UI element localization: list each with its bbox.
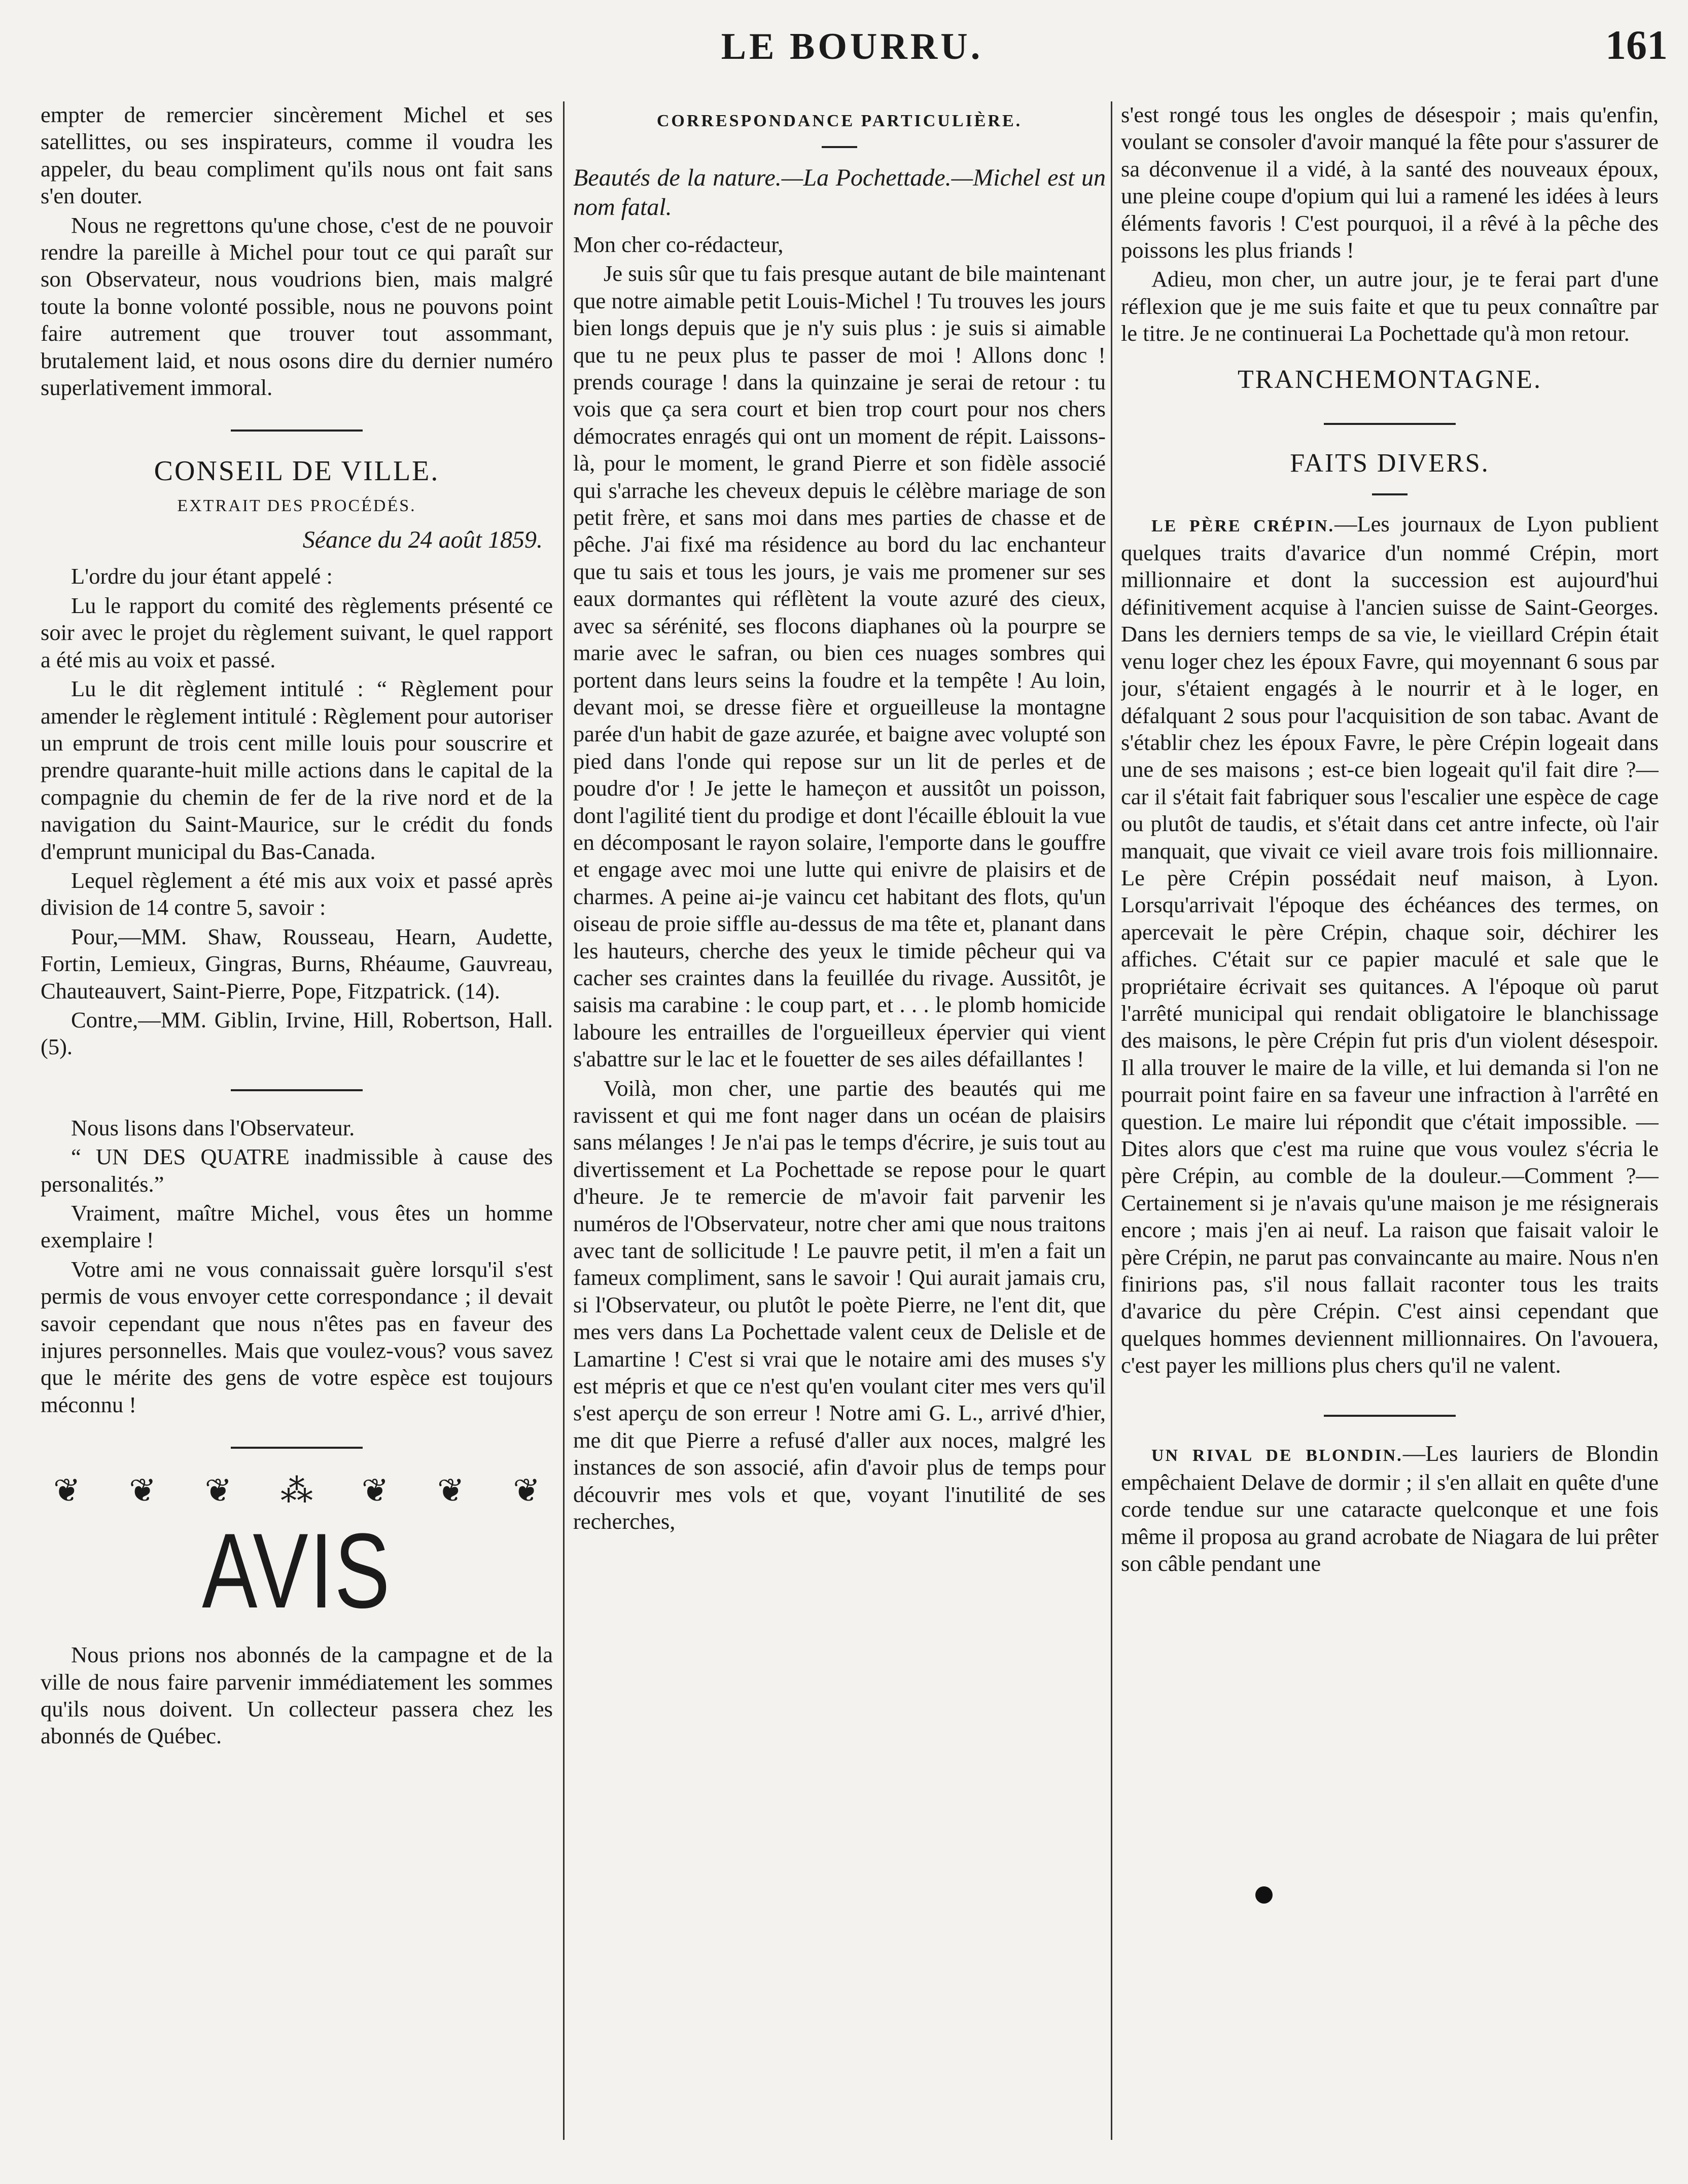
section-divider bbox=[1324, 423, 1456, 425]
news-item-crepin bbox=[1121, 511, 1659, 1379]
paragraph: Vraiment, maître Michel, vous êtes un homme exemplaire ! bbox=[41, 1200, 553, 1253]
ink-spot bbox=[1255, 1886, 1273, 1904]
section-divider bbox=[231, 429, 363, 432]
paragraph: Voilà, mon cher, une partie des beautés qui me ravissent et qui me font nager dans un océan de plaisirs sans mélanges ! Je n'ai pas le temps d'écrire, je suis tout au divertissement et La Pochettade se repose pour le quart d'heure. Je te remercie de m'avoir fait parvenir les numéros de l'Observateur, notre cher ami que nous traitons avec tant de sollicitude ! Le pauvre petit, il m'en a fait un fameux compliment, sans le savoir ! Qui aurait jamais cru, si l'Observateur, ou plutôt le poète Pierre, ne l'ent dit, que mes vers dans La Pochettade valent ceux de Delisle et de Lamartine ! C'est si vrai que le notaire ami des muses s'y est mépris et que ce n'est qu'en voulant citer mes vers qu'il s'est aperçu de son erreur ! Notre ami G. L., arrivé d'hier, me dit que Pierre a refusé d'aller aux noces, malgré les instances de son associé, afin d'avoir plus de temps pour découvrir mes vols et que, voyant l'inutilité de ses recherches, bbox=[573, 1075, 1106, 1534]
column-2 bbox=[573, 101, 1106, 2160]
paragraph: Lu le dit règlement intitulé : “ Règlement pour amender le règlement intitulé : Règlement pour autoriser un emprunt de trois cent mille louis pour souscrire et prendre quarante-huit mille actions dans le capital de la compagnie du chemin de fer de la rive nord et de la navigation du Saint-Maurice, sur le crédit du fonds d'emprunt municipal du Bas-Canada. bbox=[41, 676, 553, 864]
fleuron-icon: ❦ bbox=[513, 1473, 540, 1509]
news-item-text: —Les journaux de Lyon publient quelques traits d'avarice d'un nommé Crépin, mort millionnaire et dont la succession est aujourd'hui définitivement acquise à l'ancien suisse de Saint-Georges. Dans les derniers temps de sa vie, le vieillard Crépin était venu loger chez les époux Favre, qui moyennant 6 sous par jour, s'étaient engagés à le nourrir et à le loger, en défalquant 2 sous pour l'acquisition de son tabac. Avant de s'établir chez les époux Favre, le père Crépin logeait dans une de ses maisons ; est-ce bien logeait qu'il fait dire ?—car il s'était fait fabriquer sous l'escalier une espèce de cage ou plutôt de taudis, et s'était dans cet antre infecte, où l'air manquait, que vivait ce vieil avare trois fois millionnaire. Le père Crépin possédait neuf maison, à Lyon. Lorsqu'arrivait l'époque des échéances des termes, on apercevait le père Crépin, chaque soir, déchirer les affiches. C'était sur ce papier maculé et sale que le propriétaire écrivait ses quitances. A l'époque où parut l'arrêté municipal qui rendait obligatoire le blanchissage des maisons, le père Crépin fut pris d'un violent désespoir. Il alla trouver le maire de la ville, et lui demanda si l'on ne pourrait point faire en sa faveur une infraction à l'arrêté en question. Le maire lui répondit que c'était impossible. —Dites alors que c'est ma ruine que vous voulez s'écria le père Crépin, au comble de la douleur.—Comment ?—Certainement si je n'avais qu'une maison je me résignerais encore ; mais j'en ai neuf. La raison que faisait valoir le père Crépin, ne parut pas convaincante au maire. Nous n'en finirions pas, s'il nous fallait raconter tous les traits d'avarice du père Crépin. C'est ainsi cependant que quelques hommes deviennent millionnaires. On l'avouera, c'est payer les millions plus chers qu'il ne valent. bbox=[1121, 511, 1659, 1378]
column-3 bbox=[1121, 101, 1659, 2160]
avis-heading: AVIS bbox=[202, 1511, 392, 1631]
paragraph: Je suis sûr que tu fais presque autant de bile maintenant que notre aimable petit Louis-Michel ! Tu trouves les jours bien longs depuis que je n'y suis plus : je suis si aimable que tu ne peux plus te passer de moi ! Allons donc ! prends courage ! dans la quinzaine je serai de retour : tu vois que ça sera court et bien trop court pour nos chers démocrates enragés qui ont un moment de répit. Laissons-là, pour le moment, le grand Pierre et son fidèle associé qui s'arrache les cheveux depuis le célèbre mariage de son petit frère, et sans moi dans mes parties de chasse et de pêche. J'ai fixé ma résidence au bord du lac enchanteur que tu sais et tous les jours, je vais me promener sur ses eaux dormantes qui réflètent la voute azuré des cieux, avec sa sérénité, ses flocons diaphanes où la pourpre se marie avec le safran, ou bien ces nuages sombres qui portent dans leurs seins la foudre et la tempête ! Au loin, devant moi, se dresse fière et orgueilleuse la montagne parée d'un habit de gaze azurée, et baigne avec volupté son pied dans l'onde qui repose sur un lit de perles et de poudre d'or ! Je jette le hameçon et aussitôt un poisson, dont l'agilité tient du prodige et dont l'écaille éblouit la vue en décomposant le rayon solaire, l'emporte dans le gouffre et engage avec moi une lutte qui enivre de plaisirs et de charmes. A peine ai-je vaincu cet habitant des flots, qu'un oiseau de proie siffle au-dessus de ma tête et, planant dans les hauteurs, cherche des yeux le timide pêcheur qui va cacher ses craintes dans la feuillée du rivage. Aussitôt, je saisis ma carabine : le coup part, et . . . le plomb homicide laboure les entrailles de l'orgueilleux épervier qui vient s'abattre sur le lac et le fouetter de ses ailes défaillantes ! bbox=[573, 261, 1106, 1072]
news-item-lead: UN RIVAL DE BLONDIN. bbox=[1151, 1446, 1403, 1465]
news-item-text: —Les lauriers de Blondin empêchaient Delave de dormir ; il s'en allait en quête d'une corde tendue sur une cataracte quelconque et une fois même il proposa au grand acrobate de Niagara de lui prêter son câble pendant une bbox=[1121, 1440, 1659, 1577]
fleuron-icon: ❦ bbox=[437, 1473, 465, 1509]
paragraph: L'ordre du jour étant appelé : bbox=[71, 563, 333, 589]
notice-paragraph: Nous prions nos abonnés de la campagne et de la ville de nous faire parvenir immédiatement les sommes qu'ils nous doivent. Un collecteur passera chez les abonnés de Québec. bbox=[41, 1642, 553, 1749]
fleuron-icon: ❦ bbox=[204, 1473, 232, 1509]
short-divider bbox=[1372, 493, 1408, 495]
fleuron-icon: ❦ bbox=[53, 1473, 81, 1509]
paragraph: Nous ne regrettons qu'une chose, c'est de ne pouvoir rendre la pareille à Michel pour tout ce qui paraît sur son Observateur, nous voudrions bien, mais malgré toute la bonne volonté possible, nous ne pouvons point faire autrement que trouver tout assommant, brutalement laid, et nous osons dire du dernier numéro superlativement immoral. bbox=[41, 212, 553, 401]
quote-paragraph: “ UN DES QUATRE inadmissible à cause des personalités.” bbox=[41, 1144, 553, 1197]
paragraph: Adieu, mon cher, un autre jour, je te ferai part d'une réflexion que je me suis faite et que tu peux connaître par le titre. Je ne continuerai La Pochettade qu'à mon retour. bbox=[1121, 266, 1659, 346]
column-rule-left bbox=[563, 101, 565, 2140]
paragraph: empter de remercier sincèrement Michel et ses satellittes, ou ses inspirateurs, comme il voudra les appeler, du beau compliment qu'ils nous ont fait sans s'en douter. bbox=[41, 102, 553, 209]
short-divider bbox=[822, 146, 857, 148]
newspaper-title: LE BOURRU. bbox=[721, 26, 983, 67]
section-divider bbox=[231, 1447, 363, 1449]
fleuron-icon: ❦ bbox=[361, 1473, 389, 1509]
section-heading-faits: FAITS DIVERS. bbox=[1290, 448, 1490, 478]
paragraph: Pour,—MM. Shaw, Rousseau, Hearn, Audette, Fortin, Lemieux, Gingras, Burns, Rhéaume, Gauvreau, Chauteauvert, Saint-Pierre, Pope, Fitzpatrick. (14). bbox=[41, 923, 553, 1004]
column-1 bbox=[41, 101, 553, 2160]
correspondence-heading: CORRESPONDANCE PARTICULIÈRE. bbox=[656, 112, 1023, 130]
paragraph: Lu le rapport du comité des règlements présenté ce soir avec le projet du règlement suivant, le quel rapport a été mis au voix et passé. bbox=[41, 592, 553, 672]
news-item-lead: LE PÈRE CRÉPIN. bbox=[1151, 516, 1334, 535]
paragraph: Lequel règlement a été mis aux voix et passé après division de 14 contre 5, savoir : bbox=[41, 867, 553, 920]
masthead bbox=[0, 15, 1688, 91]
section-divider bbox=[231, 1089, 363, 1091]
paragraph: Nous lisons dans l'Observateur. bbox=[71, 1115, 355, 1140]
ornament-row bbox=[53, 1472, 540, 1510]
salutation: Mon cher co-rédacteur, bbox=[573, 232, 784, 257]
signature: TRANCHEMONTAGNE. bbox=[1238, 365, 1542, 394]
page-number: 161 bbox=[1605, 22, 1668, 68]
correspondence-subhead: Beautés de la nature.—La Pochettade.—Michel est un nom fatal. bbox=[573, 164, 1106, 221]
section-heading-conseil: CONSEIL DE VILLE. bbox=[154, 455, 440, 487]
session-date: Séance du 24 août 1859. bbox=[302, 526, 543, 554]
section-subheading: EXTRAIT DES PROCÉDÉS. bbox=[177, 496, 416, 516]
section-divider bbox=[1324, 1415, 1456, 1417]
paragraph: Contre,—MM. Giblin, Irvine, Hill, Robertson, Hall. (5). bbox=[41, 1007, 553, 1060]
column-rule-right bbox=[1111, 101, 1112, 2140]
asterism-icon: ⁂ bbox=[280, 1473, 313, 1509]
paragraph: s'est rongé tous les ongles de désespoir ; mais qu'enfin, voulant se consoler d'avoir manqué la fête pour s'assurer de sa déconvenue il a vidé, à la santé des nouveaux époux, une pleine coupe d'opium qui lui a ramené les idées à leurs éléments favoris ! C'est pourquoi, il a rêvé à la pêche des poissons les plus friands ! bbox=[1121, 102, 1659, 263]
news-item-blondin bbox=[1121, 1440, 1659, 1578]
paragraph: Votre ami ne vous connaissait guère lorsqu'il s'est permis de vous envoyer cette correspondance ; il devait savoir cependant que nous n'êtes pas en faveur des injures personnelles. Mais que voulez-vous? vous savez que le mérite des gens de votre espèce est toujours méconnu ! bbox=[41, 1256, 553, 1417]
fleuron-icon: ❦ bbox=[129, 1473, 156, 1509]
